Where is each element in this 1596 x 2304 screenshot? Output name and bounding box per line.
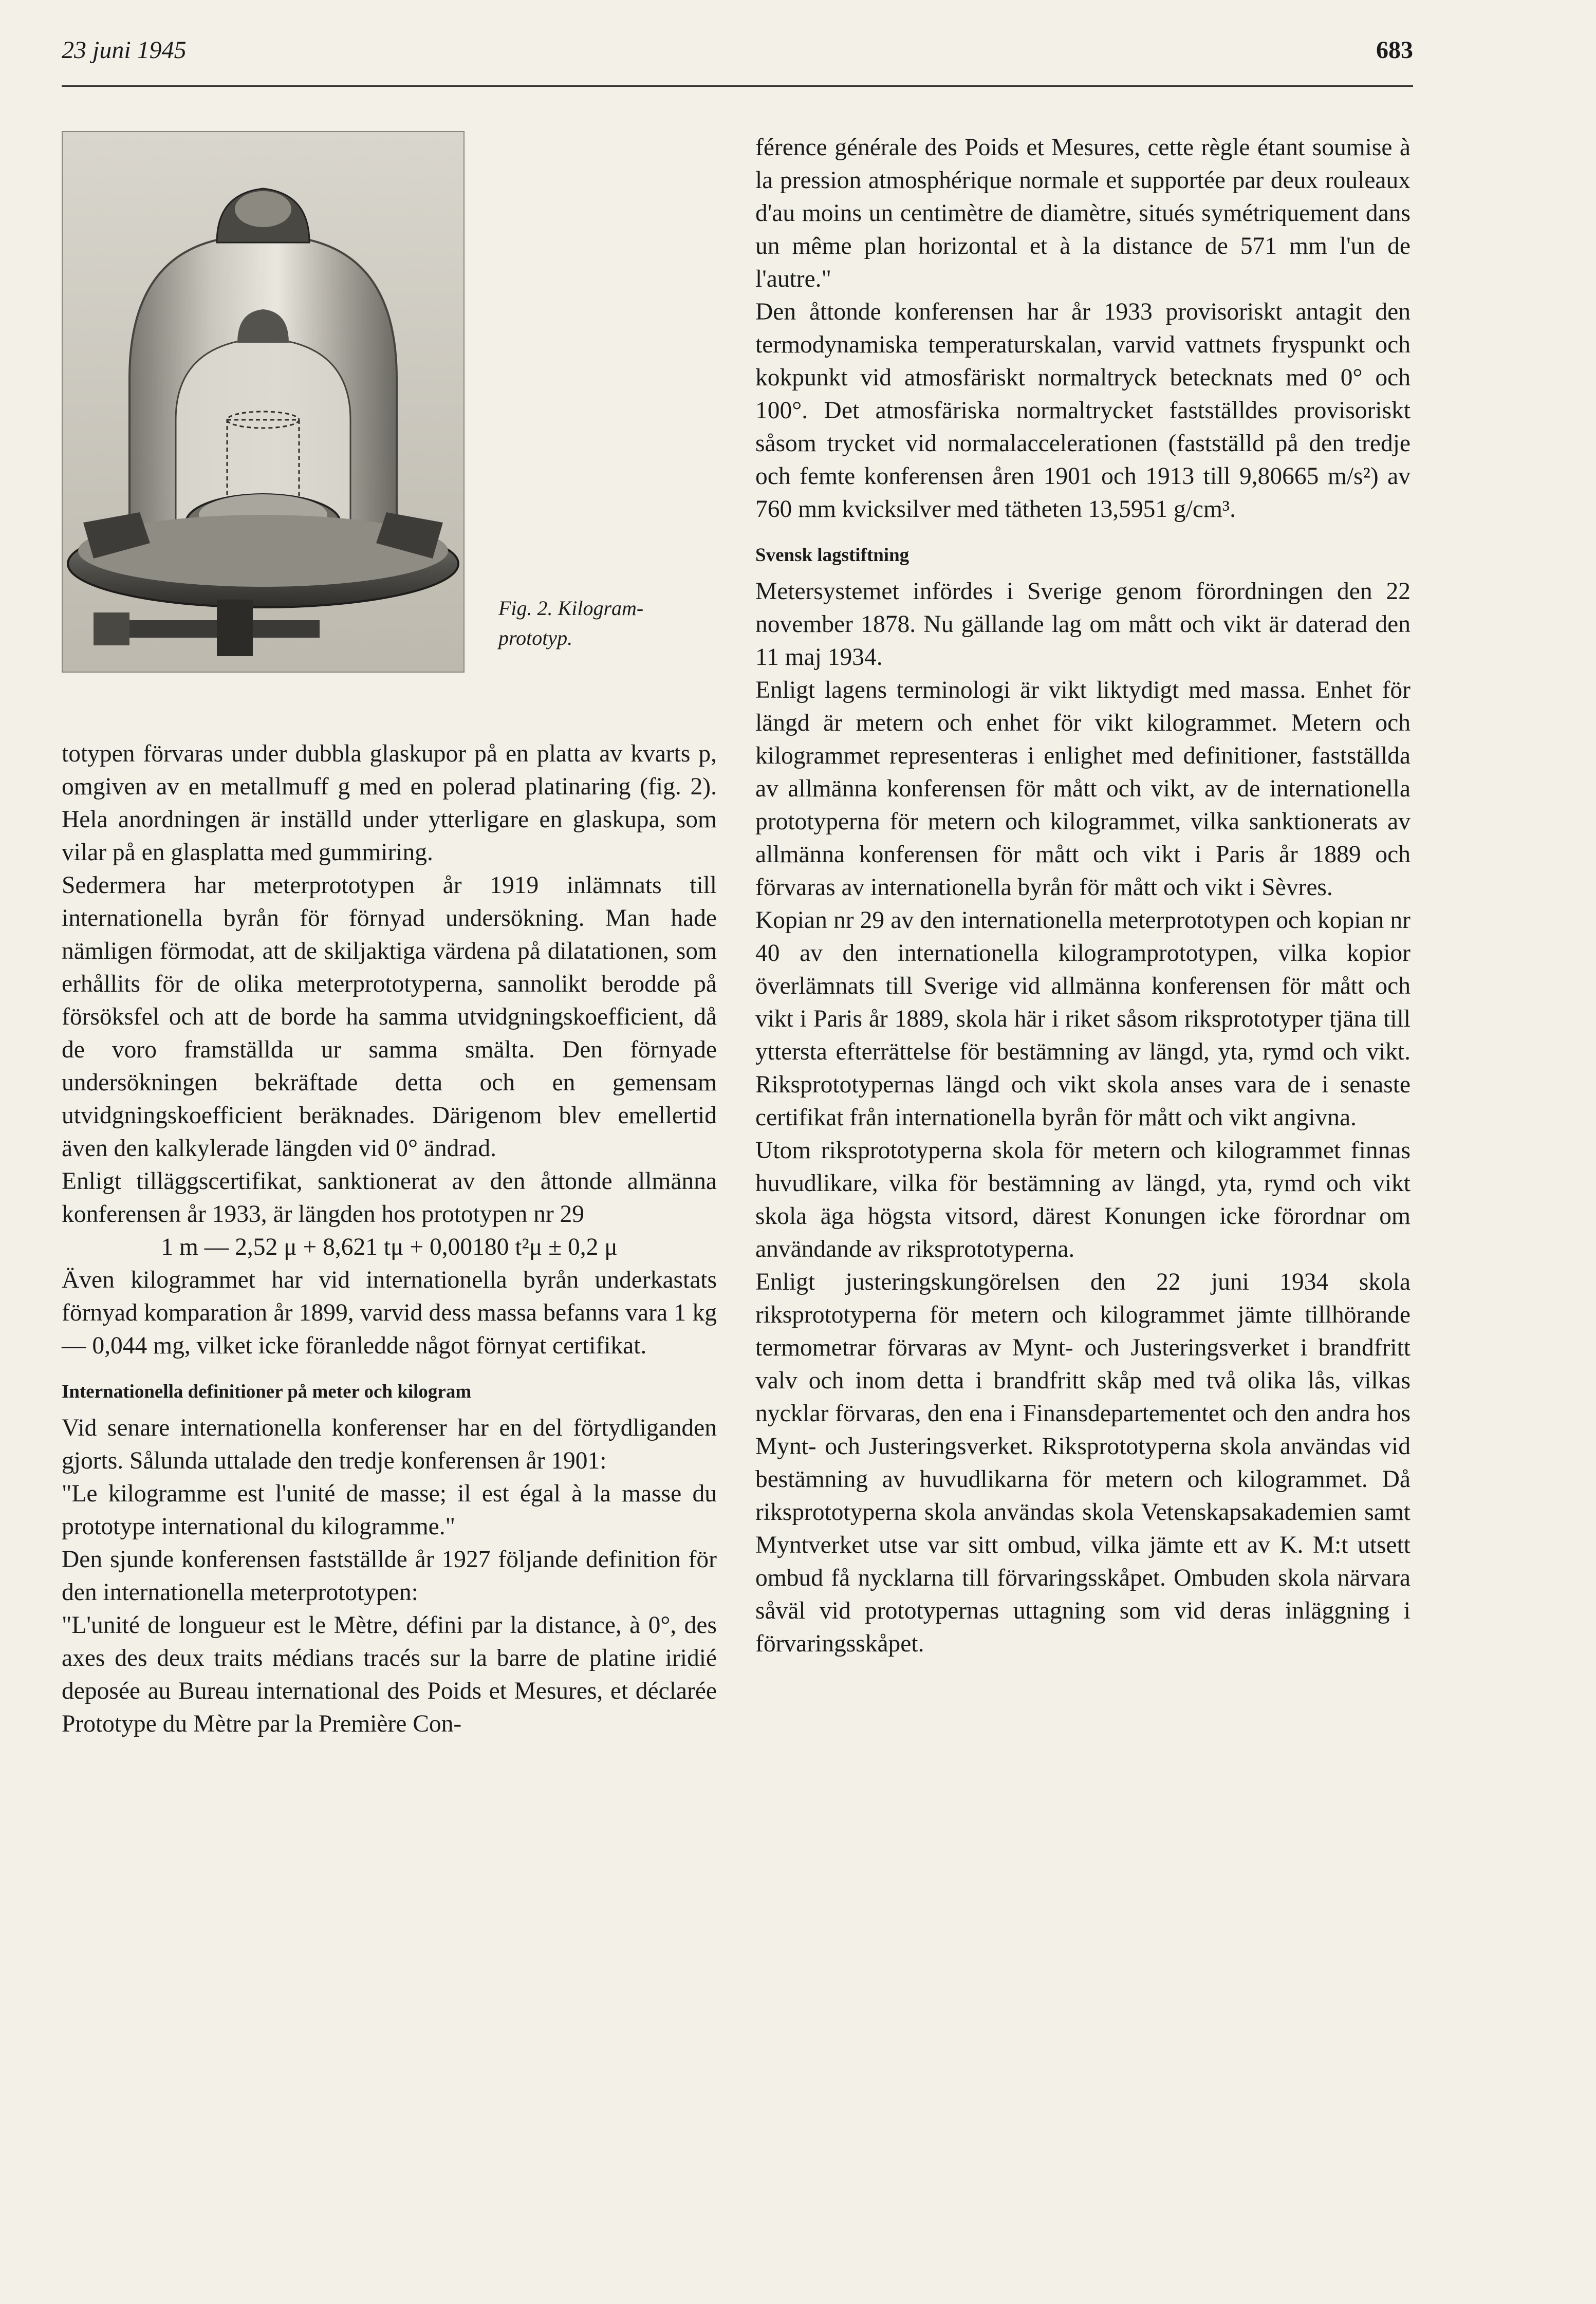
paragraph: Enligt justeringskungörelsen den 22 juni 1934 skola riksprototyperna för metern och kilogrammet jämte tillhörande termometrar förvaras av Mynt- och Justeringsverket i brandfritt valv och inom detta i brandfritt skåp med två olika lås, vilkas nycklar förvaras, den ena i Finansdepartementet och den andra hos Mynt- och Justeringsverket. Riksprototyperna skola användas vid bestämning av huvudlikarna för metern och kilogrammet. Då riksprototyperna skola användas skola Vetenskapsakademien samt Myntverket utse var sitt ombud, vilka jämte ett av K. M:t utsett ombud få nycklarna till förvaringsskåpet. Ombuden skola närvara såväl vid prototypernas uttagning som vid deras inläggning i förvaringsskåpet. bbox=[755, 1269, 1411, 1657]
quote-paragraph: "Le kilogramme est l'unité de masse; il est égal à la masse du prototype international du kilogramme." bbox=[62, 1480, 717, 1540]
paragraph: Metersystemet infördes i Sverige genom förordningen den 22 november 1878. Nu gällande lag om mått och vikt är daterad den 11 maj 1934. bbox=[755, 578, 1411, 671]
paragraph: férence générale des Poids et Mesures, cette règle étant soumise à la pression atmosphérique normale et supportée par deux rouleaux d'au moins un centimètre de diamètre, situés symétriquement dans un même plan horizontal et à la distance de 571 mm l'un de l'autre." bbox=[755, 134, 1411, 292]
paragraph: Enligt tilläggscertifikat, sanktionerat av den åttonde allmänna konferensen år 1933, är längden hos prototypen nr 29 bbox=[62, 1168, 717, 1228]
kilogram-prototype-image bbox=[62, 131, 465, 673]
section-heading-swedish-legislation: Svensk lagstiftning bbox=[755, 545, 910, 566]
figure-caption bbox=[498, 593, 714, 653]
length-formula: 1 m — 2,52 μ + 8,621 tμ + 0,00180 t²μ ± 0,2 μ bbox=[161, 1234, 618, 1260]
paragraph: totypen förvaras under dubbla glaskupor på en platta av kvarts p, omgiven av en metallmuff g med en polerad platinaring (fig. 2). Hela anordningen är inställd under ytterligare en glaskupa, som vilar på en glasplatta med gummiring. bbox=[62, 740, 717, 866]
right-column bbox=[755, 131, 1411, 1660]
paragraph: Sedermera har meterprototypen år 1919 inlämnats till internationella byrån för förnyad undersökning. Man hade nämligen förmodat, att de skiljaktiga värdena på dilatationen, som erhållits för de olika meterprototyperna, sannolikt berodde på försöksfel och att de borde ha samma utvidgningskoefficient, då de voro framställda ur samma smälta. Den förnyade undersökningen bekräftade detta och en gemensam utvidgningskoefficient beräknades. Därigenom blev emellertid även den kalkylerade längden vid 0° ändrad. bbox=[62, 872, 717, 1162]
caption-line-1: Fig. 2. Kilogram- bbox=[498, 597, 644, 620]
paragraph: Utom riksprototyperna skola för metern och kilogrammet finnas huvudlikare, vilka för bestämning av längd, yta, rymd och vikt skola äga högsta vitsord, därest Konungen icke förordnar om användande av riksprototyperna. bbox=[755, 1137, 1411, 1262]
header-date: 23 juni 1945 bbox=[62, 36, 187, 64]
page-number: 683 bbox=[1376, 36, 1413, 64]
paragraph: Kopian nr 29 av den internationella meterprototypen och kopian nr 40 av den internationella kilogramprototypen, vilka kopior överlämnats till Sverige vid allmänna konferensen för mått och vikt i Paris år 1889, skola här i riket såsom riksprototyper tjäna till yttersta efterrättelse för bestämning av längd, yta, rymd och vikt. Riksprototypernas längd och vikt skola anses vara de i senaste certifikat från internationella byrån för mått och vikt angivna. bbox=[755, 907, 1411, 1131]
left-column bbox=[62, 131, 717, 1740]
quote-paragraph: "L'unité de longueur est le Mètre, défini par la distance, à 0°, des axes des deux traits médians tracés sur la barre de platine iridié deposée au Bureau international des Poids et Mesures, et déclarée Prototype du Mètre par la Première Con- bbox=[62, 1612, 717, 1737]
paragraph: Den sjunde konferensen fastställde år 1927 följande definition för den internationella meterprototypen: bbox=[62, 1546, 717, 1606]
caption-line-2: prototyp. bbox=[498, 626, 573, 649]
paragraph: Enligt lagens terminologi är vikt liktydigt med massa. Enhet för längd är metern och enhet för vikt kilogrammet. Metern och kilogrammet representeras i enlighet med definitioner, fastställda av allmänna konferensen för mått och vikt, av de internationella prototyperna för metern och kilogrammet, vilka sanktionerats av allmänna konferensen för mått och vikt i Paris år 1889 och förvaras av internationella byrån för mått och vikt i Sèvres. bbox=[755, 677, 1411, 901]
figure-area bbox=[62, 131, 717, 737]
paragraph: Den åttonde konferensen har år 1933 provisoriskt antagit den termodynamiska temperaturskalan, varvid vattnets fryspunkt och kokpunkt vid atmosfäriskt normaltryck betecknats med 0° och 100°. Det atmosfäriska normaltrycket fastställdes provisoriskt såsom trycket vid normalaccelerationen (fastställd på den tredje och femte konferensen åren 1901 och 1913 till 9,80665 m/s²) av 760 mm kvicksilver med tätheten 13,5951 g/cm³. bbox=[755, 299, 1411, 523]
section-heading-international-definitions: Internationella definitioner på meter och kilogram bbox=[62, 1381, 472, 1402]
page-header bbox=[62, 34, 1413, 87]
paragraph: Även kilogrammet har vid internationella byrån underkastats förnyad komparation år 1899, varvid dess massa befanns vara 1 kg — 0,044 mg, vilket icke föranledde något förnyat certifikat. bbox=[62, 1267, 717, 1359]
paragraph: Vid senare internationella konferenser har en del förtydliganden gjorts. Sålunda uttalade den tredje konferensen år 1901: bbox=[62, 1415, 717, 1474]
